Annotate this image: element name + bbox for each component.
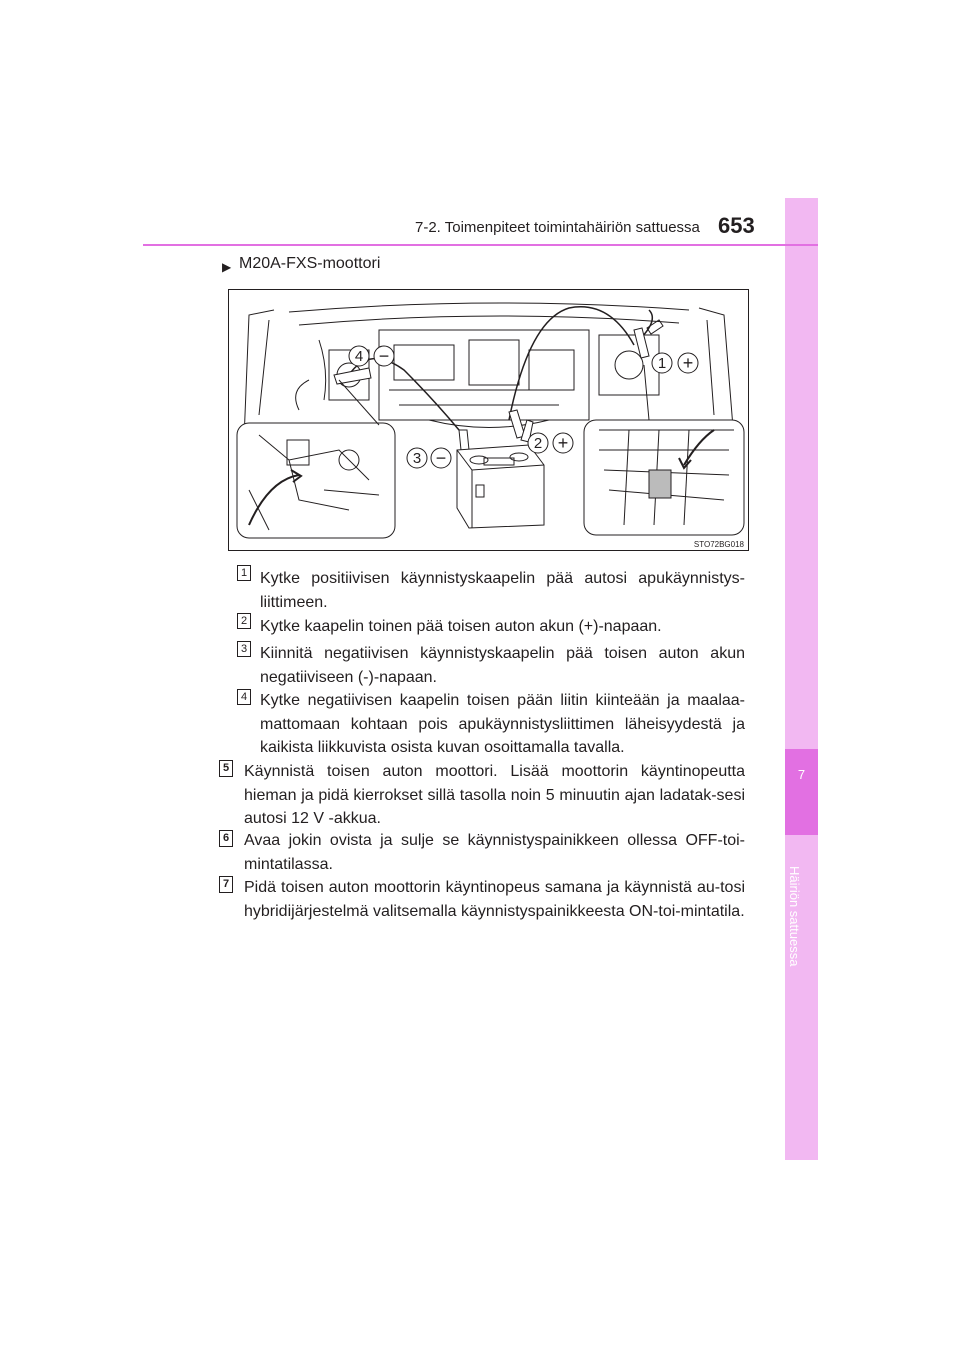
step-badge-1: 1 [237,565,251,581]
plus-sign-2: + [557,433,569,453]
plus-sign-1: + [682,353,694,373]
step-badge-6: 6 [219,830,233,847]
minus-sign-4: − [378,346,390,366]
chapter-number-block [785,749,818,835]
step-3-text: Kiinnitä negatiivisen käynnistyskaapelin pää toisen auton akun negatiiviseen (-)-napaan. [260,645,745,686]
triangle-bullet-icon: ▶ [222,260,232,274]
chapter-label: Häiriön sattuessa [787,866,802,967]
step-badge-3: 3 [237,641,251,657]
step-6-text: Avaa jokin ovista ja sulje se käynnistyspainikkeen ollessa OFF-toi-mintatilassa. [244,832,745,873]
step-5-text: Käynnistä toisen auton moottori. Lisää moottorin käyntinopeutta hieman ja pidä kierrokset sillä tasolla noin 5 minuutin ajan ladatak-sesi autosi 12 V -akkua. [244,763,745,827]
section-title: 7-2. Toimenpiteet toimintahäiriön sattuessa [415,219,700,236]
step-badge-7: 7 [219,876,233,893]
step-badge-4: 4 [237,689,251,705]
callout-2: 2 [533,435,543,452]
step-1-text: Kytke positiivisen käynnistyskaapelin pää autosi apukäynnistys-liittimeen. [260,570,745,611]
step-badge-5: 5 [219,760,233,777]
chapter-number: 7 [797,767,806,782]
chapter-side-tab [785,198,818,1160]
callout-3: 3 [412,450,422,467]
step-4-text: Kytke negatiivisen kaapelin toisen pään liitin kiinteään ja maalaa-mattomaan kohtaan pois apukäynnistysliittimen läheisyydestä ja kaikista liikkuvista osista kuvan osoittamalla tavalla. [260,692,745,756]
callout-1: 1 [657,355,667,372]
header-divider [143,244,818,246]
step-7-text: Pidä toisen auton moottorin käyntinopeus samana ja käynnistä au-tosi hybridijärjestelmä valitsemalla käynnistyspainikkeesta ON-toi-mintatila. [244,879,745,920]
callout-4: 4 [354,348,364,365]
jump-start-illustration [228,289,749,551]
subsection-title: M20A-FXS-moottori [239,255,381,272]
figure-code: STO72BG018 [693,540,744,549]
minus-sign-3: − [435,448,447,468]
step-2-text: Kytke kaapelin toinen pää toisen auton akun (+)-napaan. [260,618,662,635]
page-number: 653 [718,213,755,238]
step-badge-2: 2 [237,613,251,629]
